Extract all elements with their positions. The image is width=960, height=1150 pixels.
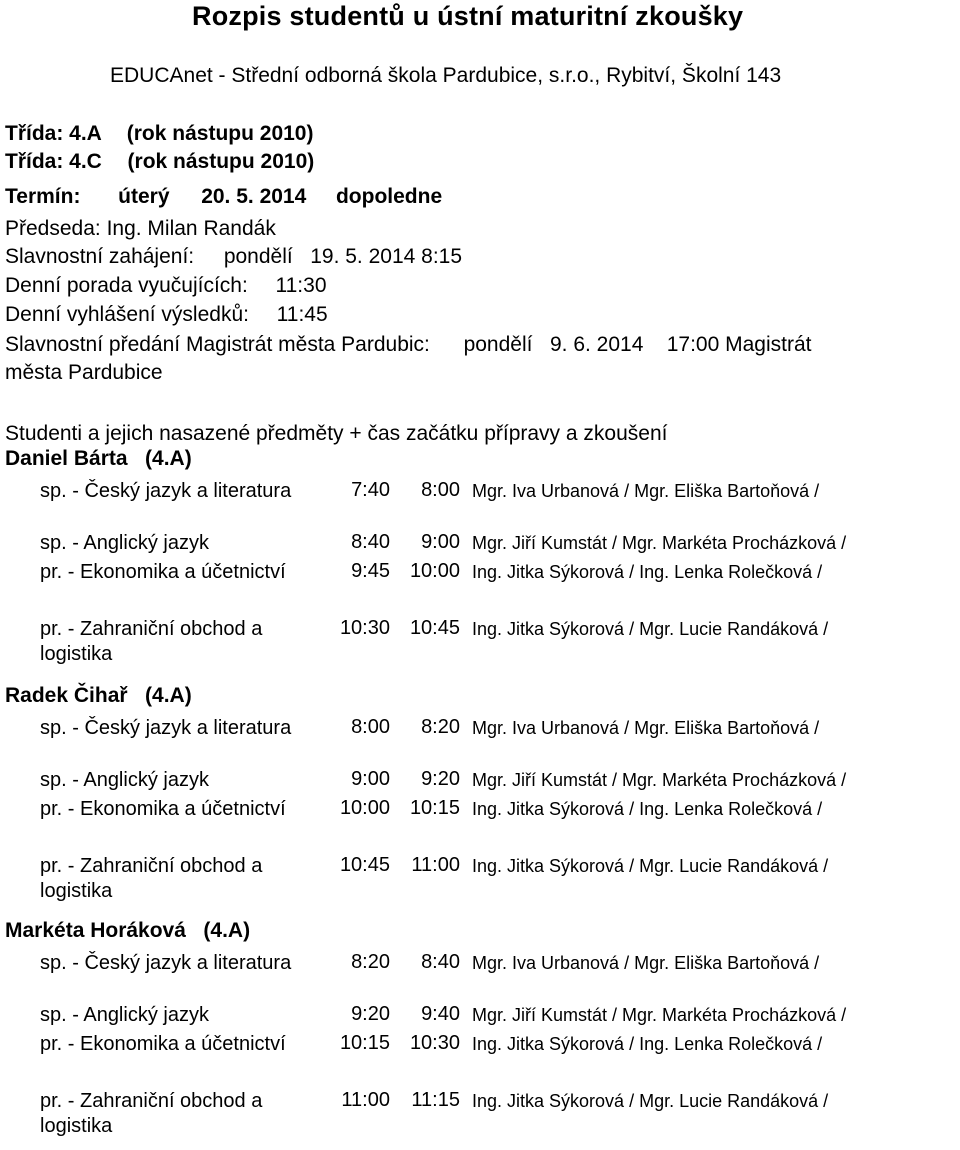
exam-time: 8:00: [421, 479, 460, 501]
page-title: Rozpis studentů u ústní maturitní zkoušky: [192, 1, 744, 31]
exam-subject: pr. - Zahraniční obchod a logistika: [40, 1090, 263, 1137]
examiners: Mgr. Iva Urbanová / Mgr. Eliška Bartoňová /: [472, 718, 820, 738]
exam-time: 9:20: [421, 768, 460, 790]
prep-time: 7:40: [351, 479, 390, 501]
class-c-year: (rok nástupu 2010): [127, 150, 315, 173]
exam-subject: pr. - Zahraniční obchod a logistika: [40, 855, 263, 902]
meeting-value: 11:30: [275, 274, 327, 297]
term-line: [5, 183, 442, 211]
exam-subject: sp. - Český jazyk a literatura: [40, 480, 292, 502]
opening-line: [5, 243, 462, 271]
examiners: Ing. Jitka Sýkorová / Mgr. Lucie Randáková /: [472, 619, 829, 639]
examiners: Ing. Jitka Sýkorová / Mgr. Lucie Randáková /: [472, 856, 829, 876]
exam-time: 8:40: [421, 951, 460, 973]
meeting-line: [5, 272, 327, 300]
prep-time: 9:20: [351, 1003, 390, 1025]
examiners: Mgr. Jiří Kumstát / Mgr. Markéta Procházková /: [472, 770, 847, 790]
results-label: Denní vyhlášení výsledků:: [5, 303, 249, 326]
prep-time: 10:30: [339, 617, 390, 639]
exam-subject: sp. - Český jazyk a literatura: [40, 952, 292, 974]
exam-subject: pr. - Ekonomika a účetnictví: [40, 798, 286, 820]
ceremony-line: [5, 331, 811, 359]
term-label: Termín:: [5, 185, 81, 208]
examiners: Ing. Jitka Sýkorová / Ing. Lenka Rolečková /: [472, 1034, 823, 1054]
class-a-line: [5, 120, 313, 148]
examiners: Mgr. Jiří Kumstát / Mgr. Markéta Procházková /: [472, 1005, 847, 1025]
results-line: [5, 301, 328, 329]
meeting-label: Denní porada vyučujících:: [5, 274, 248, 297]
class-c-label: Třída: 4.C: [5, 150, 102, 173]
prep-time: 10:45: [339, 854, 390, 876]
exam-time: 11:15: [411, 1089, 460, 1111]
prep-time: 10:15: [339, 1032, 390, 1054]
examiners: Mgr. Iva Urbanová / Mgr. Eliška Bartoňová /: [472, 481, 820, 501]
exam-subject: pr. - Ekonomika a účetnictví: [40, 561, 286, 583]
examiners: Ing. Jitka Sýkorová / Ing. Lenka Rolečková /: [472, 562, 823, 582]
student-name: Markéta Horáková (4.A): [5, 919, 251, 942]
prep-time: 8:20: [351, 951, 390, 973]
term-day: úterý: [118, 185, 170, 208]
prep-time: 8:00: [351, 716, 390, 738]
exam-subject: pr. - Zahraniční obchod a logistika: [40, 618, 263, 665]
exam-subject: sp. - Anglický jazyk: [40, 769, 209, 791]
prep-time: 9:45: [351, 560, 390, 582]
exam-time: 10:45: [409, 617, 460, 639]
students-intro: Studenti a jejich nasazené předměty + čas začátku přípravy a zkoušení: [5, 422, 668, 445]
exam-time: 10:30: [409, 1032, 460, 1054]
exam-time: 10:00: [409, 560, 460, 582]
examiners: Ing. Jitka Sýkorová / Ing. Lenka Rolečková /: [472, 799, 823, 819]
exam-time: 9:00: [421, 531, 460, 553]
exam-time: 8:20: [421, 716, 460, 738]
examiners: Mgr. Iva Urbanová / Mgr. Eliška Bartoňová /: [472, 953, 820, 973]
opening-label: Slavnostní zahájení:: [5, 245, 195, 268]
school-name: EDUCAnet - Střední odborná škola Pardubice, s.r.o., Rybitví, Školní 143: [110, 64, 782, 87]
exam-subject: sp. - Anglický jazyk: [40, 532, 209, 554]
opening-value: pondělí 19. 5. 2014 8:15: [223, 245, 463, 268]
examiners: Ing. Jitka Sýkorová / Mgr. Lucie Randáková /: [472, 1091, 829, 1111]
exam-time: 10:15: [409, 797, 460, 819]
term-date: 20. 5. 2014: [201, 185, 307, 208]
exam-time: 11:00: [411, 854, 460, 876]
ceremony-continuation: města Pardubice: [5, 361, 163, 384]
examiners: Mgr. Jiří Kumstát / Mgr. Markéta Procházková /: [472, 533, 847, 553]
chair-line: Předseda: Ing. Milan Randák: [5, 217, 276, 240]
exam-time: 9:40: [421, 1003, 460, 1025]
prep-time: 10:00: [339, 797, 390, 819]
student-name: Daniel Bárta (4.A): [5, 447, 192, 470]
student-name: Radek Čihař (4.A): [5, 684, 192, 707]
prep-time: 8:40: [351, 531, 390, 553]
exam-subject: sp. - Český jazyk a literatura: [40, 717, 292, 739]
class-c-line: [5, 148, 314, 176]
class-a-year: (rok nástupu 2010): [126, 122, 314, 145]
class-a-label: Třída: 4.A: [5, 122, 102, 145]
term-part: dopoledne: [335, 185, 443, 208]
results-value: 11:45: [276, 303, 328, 326]
prep-time: 9:00: [351, 768, 390, 790]
prep-time: 11:00: [341, 1089, 390, 1111]
ceremony-label: Slavnostní předání Magistrát města Pardubic:: [5, 333, 430, 356]
ceremony-value: pondělí 9. 6. 2014 17:00 Magistrát: [463, 333, 812, 356]
exam-subject: sp. - Anglický jazyk: [40, 1004, 209, 1026]
exam-subject: pr. - Ekonomika a účetnictví: [40, 1033, 286, 1055]
